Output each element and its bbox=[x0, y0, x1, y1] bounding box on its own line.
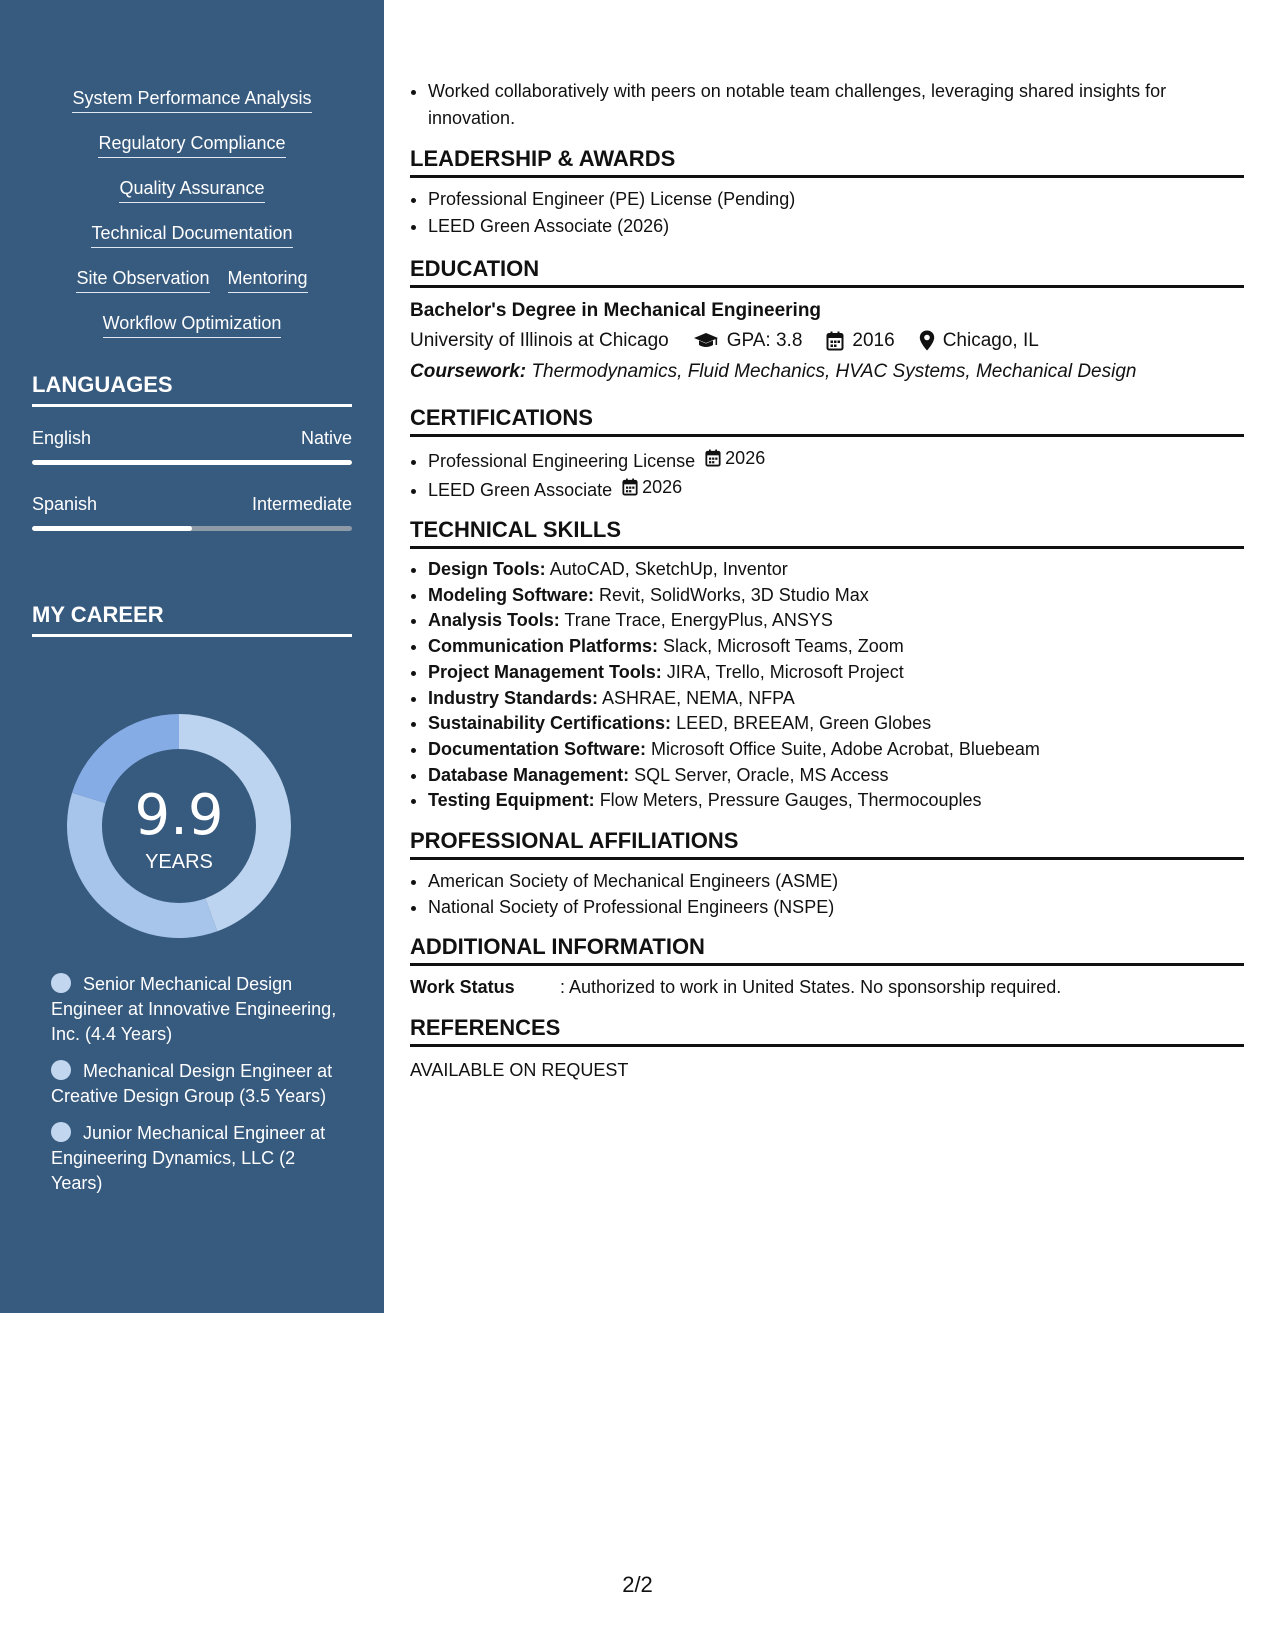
language-bar-fill bbox=[32, 526, 192, 531]
technical-skill-value: Microsoft Office Suite, Adobe Acrobat, Bluebeam bbox=[651, 738, 1040, 759]
career-dot-icon bbox=[51, 1122, 71, 1142]
list-item: • Worked collaboratively with peers on notable team challenges, leveraging shared insights for innovation. bbox=[428, 78, 1244, 132]
technical-skill-label: Analysis Tools: bbox=[428, 610, 560, 631]
education-school: University of Illinois at Chicago bbox=[410, 330, 669, 351]
calendar-icon bbox=[705, 449, 721, 467]
technical-skill-value: Slack, Microsoft Teams, Zoom bbox=[663, 636, 904, 657]
career-item bbox=[51, 1059, 341, 1109]
career-heading: MY CAREER bbox=[32, 602, 352, 637]
language-name: English bbox=[32, 428, 92, 448]
language-row bbox=[32, 428, 352, 449]
list-item: • National Society of Professional Engineers (NSPE) bbox=[428, 894, 1244, 920]
career-unit: YEARS bbox=[145, 851, 213, 873]
education-location: Chicago, IL bbox=[942, 330, 1039, 351]
skill-item: System Performance Analysis bbox=[72, 86, 311, 113]
list-item: • LEED Green Associate (2026) bbox=[428, 213, 1244, 240]
page-number: 2/2 bbox=[622, 1572, 653, 1597]
language-bar-fill bbox=[32, 460, 352, 465]
technical-skill-item bbox=[428, 608, 1244, 634]
education-degree: Bachelor's Degree in Mechanical Engineering bbox=[410, 300, 822, 321]
skill-row bbox=[0, 86, 384, 131]
graduation-cap-icon bbox=[693, 332, 719, 350]
work-status-value: : Authorized to work in United States. No sponsorship required. bbox=[560, 977, 1062, 998]
technical-skill-item bbox=[428, 737, 1244, 763]
language-item bbox=[32, 494, 352, 531]
technical-skill-item bbox=[428, 660, 1244, 686]
education-coursework bbox=[410, 356, 1244, 387]
skill-row bbox=[0, 311, 384, 356]
certification-name: LEED Green Associate bbox=[428, 480, 613, 500]
career-total: 9.9 bbox=[134, 783, 224, 848]
technical-skill-label: Documentation Software: bbox=[428, 738, 647, 759]
technical-skill-item bbox=[428, 557, 1244, 583]
technical-skill-label: Sustainability Certifications: bbox=[428, 713, 672, 734]
work-status-label: Work Status bbox=[410, 977, 515, 998]
technical-skill-item bbox=[428, 634, 1244, 660]
technical-skill-value: ASHRAE, NEMA, NFPA bbox=[602, 687, 795, 708]
technical-skill-value: Trane Trace, EnergyPlus, ANSYS bbox=[564, 610, 833, 631]
leadership-list bbox=[410, 186, 1244, 240]
technical-skills-list bbox=[410, 557, 1244, 814]
technical-skill-value: LEED, BREEAM, Green Globes bbox=[676, 713, 932, 734]
sidebar bbox=[0, 0, 384, 1313]
languages-heading: LANGUAGES bbox=[32, 372, 352, 407]
language-bar bbox=[32, 460, 352, 465]
affiliations-list bbox=[410, 868, 1244, 920]
language-level: Intermediate bbox=[251, 494, 352, 514]
language-row bbox=[32, 494, 352, 515]
certification-item bbox=[428, 474, 1244, 503]
location-pin-icon bbox=[919, 330, 935, 351]
skill-item: Site Observation bbox=[76, 266, 209, 293]
certification-date bbox=[705, 445, 765, 471]
skill-item: Mentoring bbox=[228, 266, 308, 293]
career-item-text: Senior Mechanical Design Engineer at Innovative Engineering, Inc. (4.4 Years) bbox=[51, 974, 337, 1044]
career-item-text: Junior Mechanical Engineer at Engineering Dynamics, LLC (2 Years) bbox=[51, 1123, 326, 1193]
skill-item: Quality Assurance bbox=[119, 176, 264, 203]
certification-year: 2026 bbox=[642, 477, 683, 497]
references-text: AVAILABLE ON REQUEST bbox=[410, 1060, 629, 1081]
technical-skill-item bbox=[428, 686, 1244, 712]
technical-skill-value: JIRA, Trello, Microsoft Project bbox=[666, 661, 904, 682]
main-content bbox=[410, 78, 1244, 1084]
education-heading: EDUCATION bbox=[410, 256, 1244, 288]
certifications-list bbox=[410, 445, 1244, 503]
technical-skill-value: AutoCAD, SketchUp, Inventor bbox=[549, 559, 788, 579]
career-dot-icon bbox=[51, 973, 71, 993]
certification-name: Professional Engineering License bbox=[428, 451, 696, 471]
technical-skill-label: Communication Platforms: bbox=[428, 636, 659, 657]
coursework-value: Thermodynamics, Fluid Mechanics, HVAC Systems, Mechanical Design bbox=[531, 361, 1137, 382]
education-gpa: GPA: 3.8 bbox=[726, 330, 803, 351]
skill-item: Technical Documentation bbox=[91, 221, 292, 248]
calendar-icon bbox=[622, 478, 638, 496]
skill-row bbox=[0, 221, 384, 266]
skills-list bbox=[0, 86, 384, 356]
calendar-icon bbox=[826, 331, 844, 351]
experience-bullets bbox=[410, 78, 1244, 132]
technical-skill-label: Modeling Software: bbox=[428, 584, 594, 605]
language-name: Spanish bbox=[32, 494, 98, 514]
leadership-heading: LEADERSHIP & AWARDS bbox=[410, 146, 1244, 178]
references-heading: REFERENCES bbox=[410, 1015, 1244, 1047]
technical-skill-value: Flow Meters, Pressure Gauges, Thermocouples bbox=[599, 790, 982, 811]
career-item bbox=[51, 1121, 341, 1196]
certifications-heading: CERTIFICATIONS bbox=[410, 405, 1244, 437]
certification-date bbox=[622, 474, 682, 500]
technical-skill-label: Industry Standards: bbox=[428, 687, 599, 708]
technical-skill-item bbox=[428, 788, 1244, 814]
affiliations-heading: PROFESSIONAL AFFILIATIONS bbox=[410, 828, 1244, 860]
certification-year: 2026 bbox=[725, 448, 766, 468]
technical-skill-value: SQL Server, Oracle, MS Access bbox=[634, 764, 889, 785]
additional-info-heading: ADDITIONAL INFORMATION bbox=[410, 934, 1244, 966]
coursework-label: Coursework: bbox=[410, 361, 527, 382]
technical-skills-heading: TECHNICAL SKILLS bbox=[410, 517, 1244, 549]
technical-skill-label: Testing Equipment: bbox=[428, 790, 595, 811]
technical-skill-item bbox=[428, 763, 1244, 789]
technical-skill-label: Database Management: bbox=[428, 764, 630, 785]
language-item bbox=[32, 428, 352, 465]
career-item bbox=[51, 972, 341, 1047]
technical-skill-label: Design Tools: bbox=[428, 559, 546, 579]
skill-item: Workflow Optimization bbox=[103, 311, 282, 338]
skill-row bbox=[0, 176, 384, 221]
technical-skill-value: Revit, SolidWorks, 3D Studio Max bbox=[599, 584, 869, 605]
technical-skill-item bbox=[428, 711, 1244, 737]
work-status-row bbox=[410, 974, 1244, 1001]
education-details bbox=[410, 325, 1244, 356]
skill-row bbox=[0, 266, 384, 311]
skill-row bbox=[0, 131, 384, 176]
certification-item bbox=[428, 445, 1244, 474]
technical-skill-item bbox=[428, 583, 1244, 609]
language-level: Native bbox=[300, 428, 352, 448]
career-list bbox=[51, 972, 341, 1208]
list-item: • American Society of Mechanical Engineers (ASME) bbox=[428, 868, 1244, 894]
career-item-text: Mechanical Design Engineer at Creative Design Group (3.5 Years) bbox=[51, 1061, 333, 1106]
career-donut-chart bbox=[66, 713, 292, 939]
career-dot-icon bbox=[51, 1060, 71, 1080]
skill-item: Regulatory Compliance bbox=[98, 131, 285, 158]
technical-skill-label: Project Management Tools: bbox=[428, 661, 662, 682]
list-item: • Professional Engineer (PE) License (Pending) bbox=[428, 186, 1244, 213]
language-bar bbox=[32, 526, 352, 531]
education-year: 2016 bbox=[852, 330, 895, 351]
